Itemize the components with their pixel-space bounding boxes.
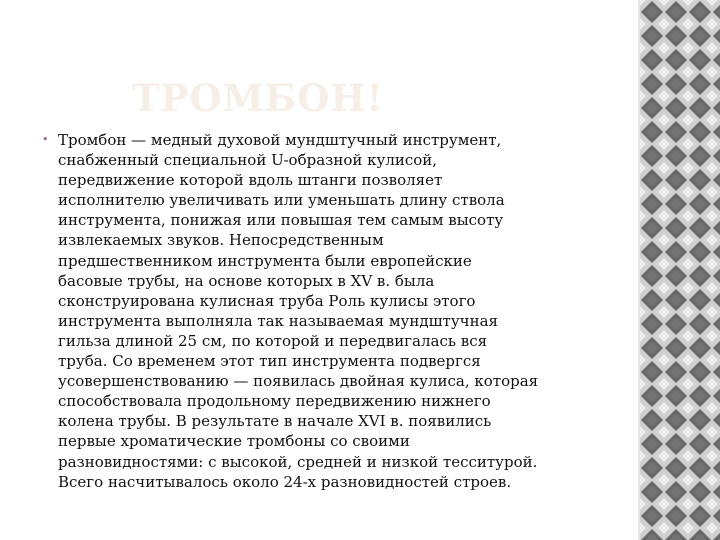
bullet-icon: • xyxy=(42,133,49,146)
decorative-pattern-panel xyxy=(640,0,720,540)
bullet-text: Тромбон — медный духовой мундштучный инструмент, снабженный специальной U-образной кулисой, передвижение которой вдоль штанги позволяет исполнителю увеличивать или уменьшать длину ствола инструмента, понижая или повышая тем самым высоту извлекаемых звуков. Непосредственным предшественником инструмента были европейские басовые трубы, на основе которых в XV в. была сконструирована кулисная труба Роль кулисы этого инструмента выполняла так называемая мундштучная гильза длиной 25 см, по которой и передвигалась вся труба. Со временем этот тип инструмента подвергся усовершенствованию — появилась двойная кулиса, которая способствовала продольному передвижению нижнего колена трубы. В результате в начале XVI в. появились первые хроматические тромбоны со своими разновидностями: с высокой, средней и низкой тесситурой. Всего насчитывалось около 24-х разновидностей строев. xyxy=(58,131,539,491)
bullet-item xyxy=(42,130,617,492)
diamond-pattern xyxy=(640,0,720,540)
slide-content xyxy=(42,130,617,492)
slide-title: ТРОМБОН! xyxy=(132,76,384,120)
